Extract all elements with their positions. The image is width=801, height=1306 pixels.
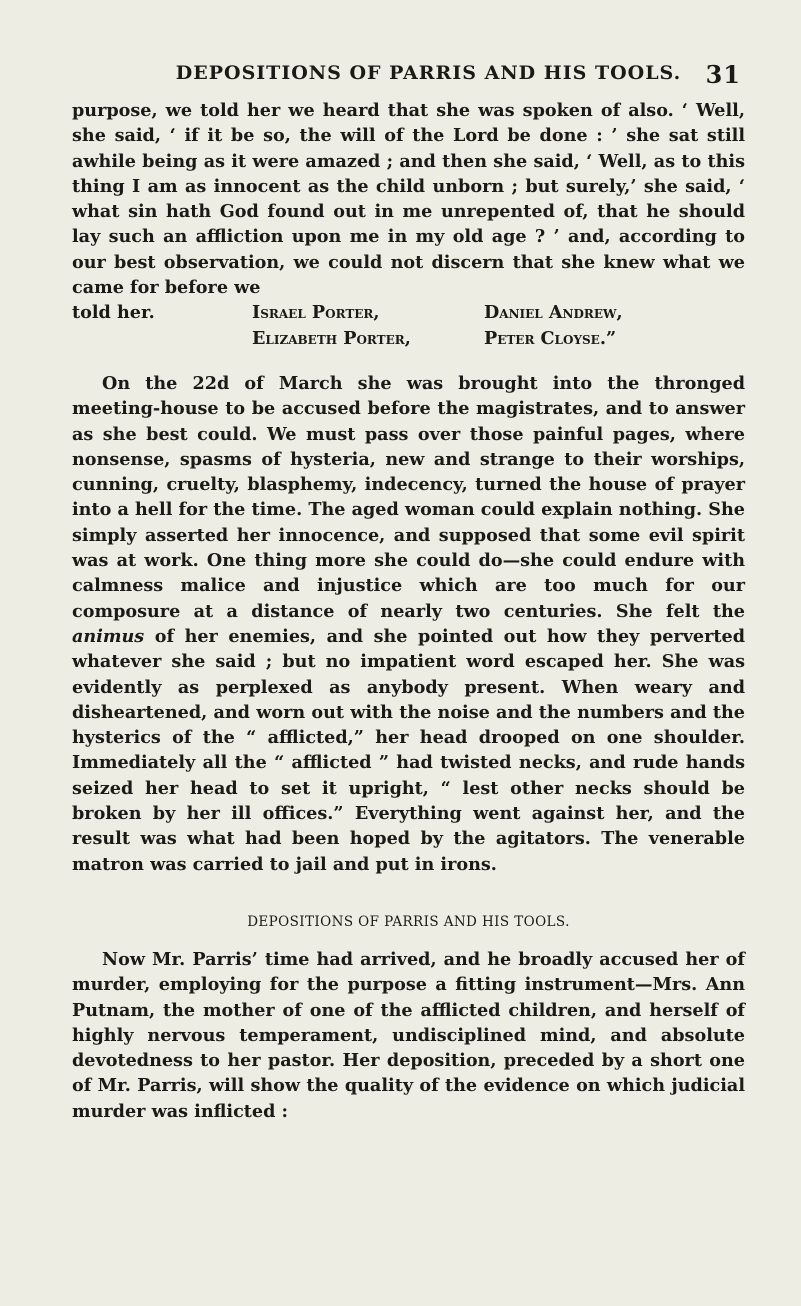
signature-row-1 (72, 300, 745, 325)
paragraph-parris-accusation: Now Mr. Parris’ time had arrived, and he broadly accused her of murder, employing for the purpose a fitting instrument—Mrs. Ann Putnam, the mother of one of the afflicted children, and herself of highly nervous temperament, undisciplined mind, and absolute devotedness to her pastor. Her deposition, preceded by a short one of Mr. Parris, will show the quality of the evidence on which judicial murder was inflicted : (72, 948, 745, 1122)
examination-text-b: of her enemies, and she pointed out how they perverted whatever she said ; but no impatient word escaped her. She was evidently as perplexed as anybody present. When weary and disheartened, and worn out with the noise and the numbers and the hysterics of the “ afflicted,” her head drooped on one shoulder. Immediately all the “ afflicted ” had twisted necks, and rude hands seized her head to set it upright, “ lest other necks should be broken by her ill offices.” Everything went against her, and the result was what had been hoped by the agitators. The venerable matron was carried to jail and put in irons. (72, 625, 745, 875)
paragraph-deposition-end: purpose, we told her we heard that she was spoken of also. ‘ Well, she said, ‘ if it be so, the will of the Lord be done : ’ she sat still awhile being as it were amazed ; and then she said, ‘ Well, as to this thing I am as innocent as the child unborn ; but surely,’ she said, ‘ what sin hath God found out in me unrepented of, that he should lay such an affliction upon me in my old age ? ’ and, according to our best observation, we could not discern that she knew what we came for before we (72, 100, 745, 299)
running-title: DEPOSITIONS OF PARRIS AND HIS TOOLS. (175, 62, 682, 84)
paragraph-gap (72, 351, 745, 371)
signature-row-2 (72, 326, 745, 351)
signature-daniel-andrew: Daniel Andrew, (484, 302, 623, 324)
signature-lead-text: told her. (72, 302, 155, 324)
italic-animus: animus (72, 625, 145, 647)
signature-elizabeth-porter: Elizabeth Porter, (252, 327, 411, 349)
signature-peter-cloyse: Peter Cloyse.” (484, 327, 617, 349)
paragraph-examination (72, 371, 745, 877)
page-number: 31 (705, 60, 741, 89)
signature-israel-porter: Israel Porter, (252, 302, 380, 324)
signature-spacer (72, 326, 252, 351)
section-heading: DEPOSITIONS OF PARRIS AND HIS TOOLS. (247, 913, 570, 930)
examination-text-a: On the 22d of March she was brought into the thronged meeting-house to be accused before the magistrates, and to answer as she best could. We must pass over those painful pages, where nonsense, spasms of hysteria, new and strange to their worships, cunning, cruelty, blasphemy, indecency, turned the house of prayer into a hell for the time. The aged woman could explain nothing. She simply asserted her innocence, and supposed that some evil spirit was at work. One thing more she could do—she could endure with calmness malice and injustice which are too much for our composure at a distance of nearly two centuries. She felt the (72, 372, 745, 622)
running-header (72, 62, 745, 98)
